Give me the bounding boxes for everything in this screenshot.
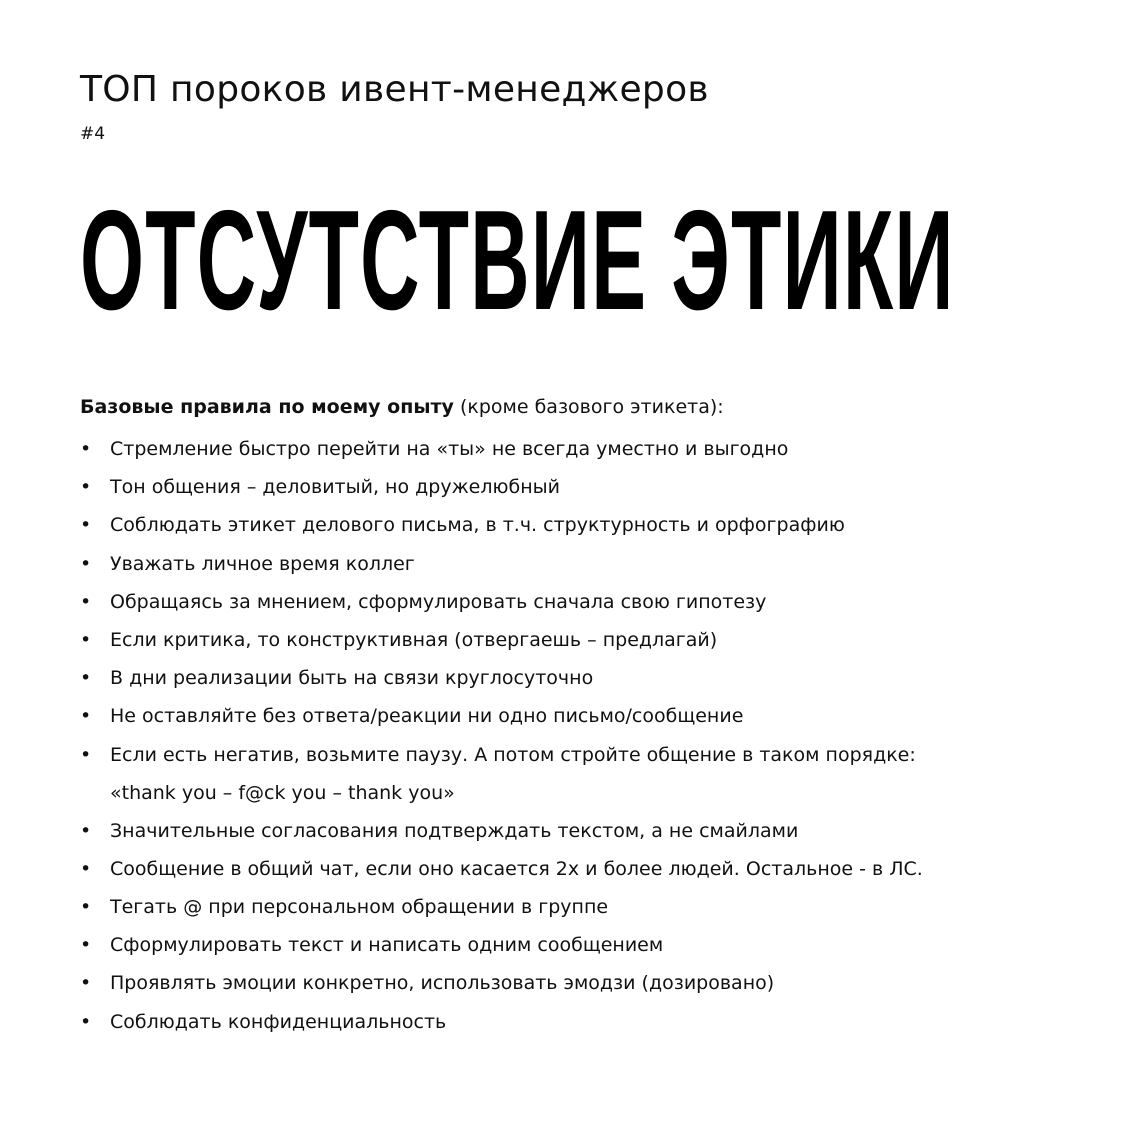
rule-text: Соблюдать конфиденциальность: [110, 1010, 447, 1033]
rule-text: Проявлять эмоции конкретно, использовать эмодзи (дозировано): [110, 972, 775, 995]
rule-text: В дни реализации быть на связи круглосуточно: [110, 667, 594, 690]
rule-continuation: «thank you – f@ck you – thank you»: [110, 781, 455, 804]
bullet-icon: •: [80, 590, 92, 613]
list-item: [80, 1009, 1080, 1035]
rule-text: Тегать @ при персональном обращении в группе: [110, 896, 609, 919]
headline: ОТСУТСТВИЕ ЭТИКИ: [80, 181, 955, 340]
bullet-icon: •: [80, 819, 92, 842]
bullet-icon: •: [80, 934, 92, 957]
list-item: [80, 932, 1080, 958]
bullet-icon: •: [80, 972, 92, 995]
list-item: [80, 512, 1080, 538]
rule-text: Не оставляйте без ответа/реакции ни одно письмо/сообщение: [110, 705, 744, 728]
intro-line: [80, 394, 724, 420]
bullet-icon: •: [80, 857, 92, 880]
rule-text: Тон общения – деловитый, но дружелюбный: [110, 476, 560, 499]
issue-number: #4: [80, 124, 106, 144]
bullet-icon: •: [80, 667, 92, 690]
rules-list: [80, 436, 1080, 1047]
bullet-icon: •: [80, 514, 92, 537]
rule-text: Сообщение в общий чат, если оно касается 2х и более людей. Остальное - в ЛС.: [110, 857, 923, 880]
rule-text: Если критика, то конструктивная (отвергаешь – предлагай): [110, 628, 718, 651]
list-item: [80, 742, 1080, 806]
bullet-icon: •: [80, 628, 92, 651]
rule-text: Уважать личное время коллег: [110, 552, 415, 575]
rule-text: Если есть негатив, возьмите паузу. А потом стройте общение в таком порядке:: [110, 743, 916, 766]
list-item: [80, 856, 1080, 882]
series-title: ТОП пороков ивент-менеджеров: [80, 69, 709, 110]
list-item: [80, 551, 1080, 577]
list-item: [80, 589, 1080, 615]
bullet-icon: •: [80, 476, 92, 499]
rule-text: Стремление быстро перейти на «ты» не всегда уместно и выгодно: [110, 438, 789, 460]
list-item: [80, 703, 1080, 729]
list-item: [80, 474, 1080, 500]
bullet-icon: •: [80, 705, 92, 728]
bullet-icon: •: [80, 438, 92, 460]
intro-regular: (кроме базового этикета):: [453, 396, 724, 418]
list-item: [80, 627, 1080, 653]
bullet-icon: •: [80, 896, 92, 919]
headline-container: [80, 181, 955, 340]
rule-text: Соблюдать этикет делового письма, в т.ч. структурность и орфографию: [110, 514, 845, 537]
rule-text: Значительные согласования подтверждать текстом, а не смайлами: [110, 819, 799, 842]
bullet-icon: •: [80, 552, 92, 575]
bullet-icon: •: [80, 1010, 92, 1033]
rule-text: Сформулировать текст и написать одним сообщением: [110, 934, 664, 957]
list-item: [80, 818, 1080, 844]
rule-text: Обращаясь за мнением, сформулировать сначала свою гипотезу: [110, 590, 767, 613]
list-item: [80, 436, 1080, 462]
intro-bold: Базовые правила по моему опыту: [80, 396, 454, 418]
list-item: [80, 665, 1080, 691]
list-item: [80, 970, 1080, 996]
bullet-icon: •: [80, 743, 92, 766]
list-item: [80, 894, 1080, 920]
